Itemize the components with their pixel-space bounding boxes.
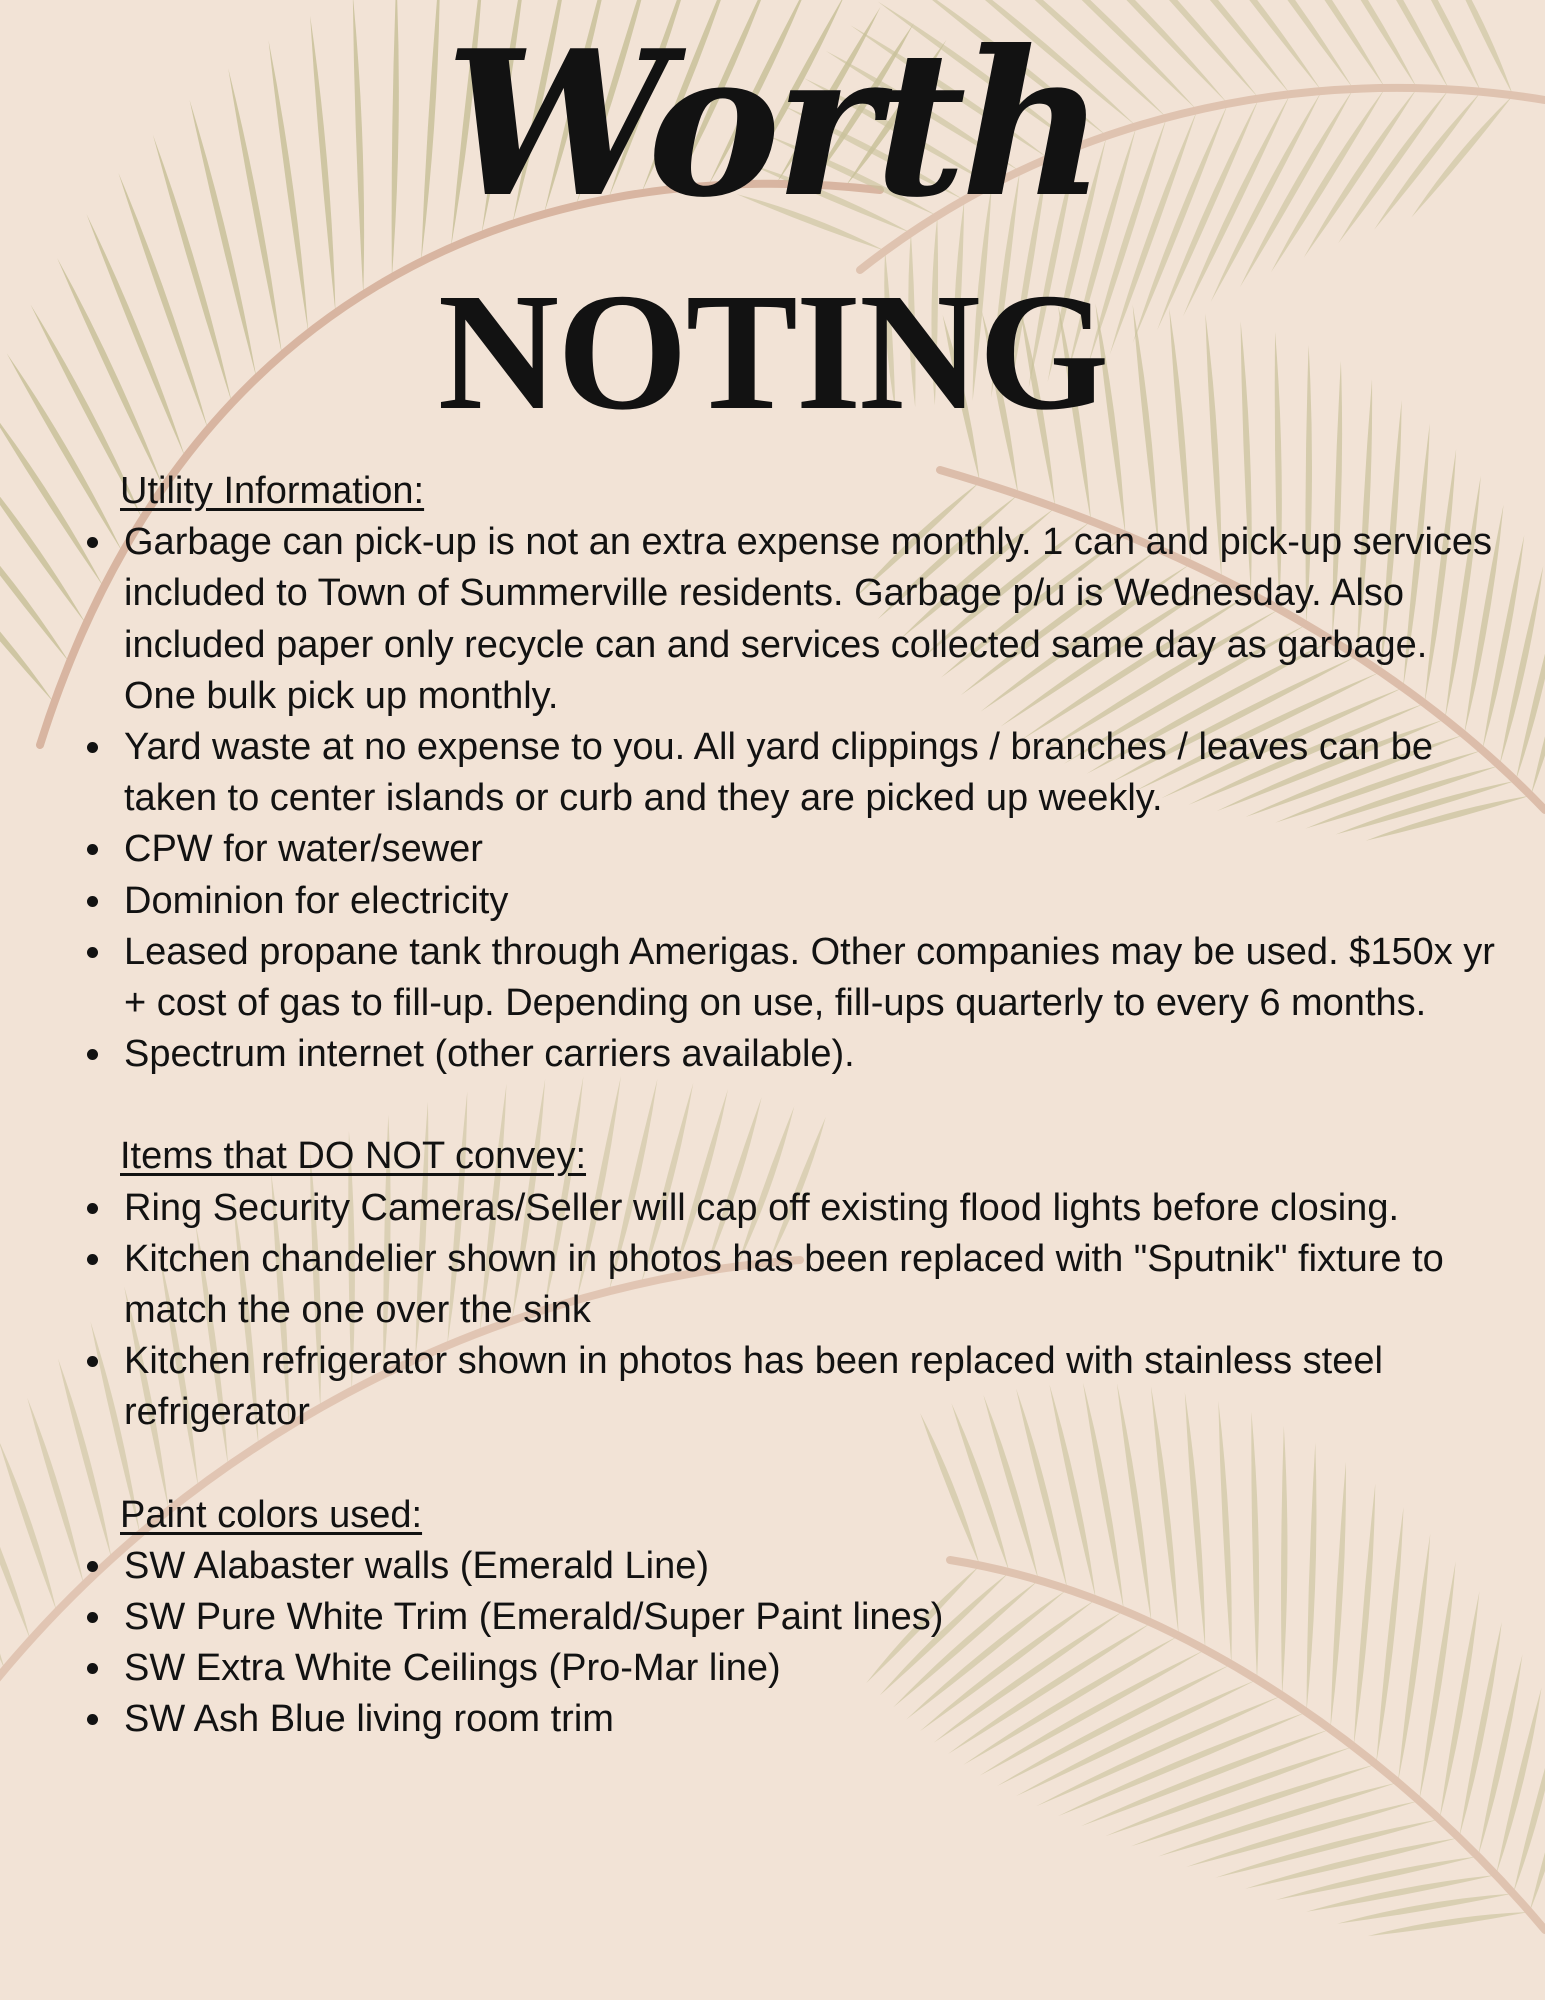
not-convey-list [78,1183,1498,1439]
utility-item-water-sewer: CPW for water/sewer [78,824,1498,875]
paint-item-ash-blue: SW Ash Blue living room trim [78,1694,1498,1745]
utility-list [78,517,1498,1080]
paint-item-alabaster: SW Alabaster walls (Emerald Line) [78,1541,1498,1592]
utility-item-electricity: Dominion for electricity [78,876,1498,927]
heading-items-not-convey: Items that DO NOT convey: [120,1135,587,1178]
title-noting: NOTING [437,259,1108,445]
not-convey-item-refrigerator: Kitchen refrigerator shown in photos has been replaced with stainless steel refrigerator [78,1336,1498,1438]
heading-utility-information: Utility Information: [120,470,425,512]
heading-paint-colors: Paint colors used: [120,1493,423,1536]
notes-content [78,466,1498,1746]
utility-item-garbage: Garbage can pick-up is not an extra expense monthly. 1 can and pick-up services included to Town of Summerville residents. Garbage p/u is Wednesday. Also included paper only recycle can and services collected same day as garbage. One bulk pick up monthly. [78,517,1498,722]
not-convey-item-chandelier: Kitchen chandelier shown in photos has been replaced with "Sputnik" fixture to match the one over the sink [78,1234,1498,1336]
paint-colors-list [78,1541,1498,1746]
not-convey-item-cameras: Ring Security Cameras/Seller will cap off existing flood lights before closing. [78,1183,1498,1234]
title-worth: Worth [445,7,1100,242]
paint-item-extra-white: SW Extra White Ceilings (Pro-Mar line) [78,1643,1498,1694]
utility-item-propane: Leased propane tank through Amerigas. Other companies may be used. $150x yr + cost of gas to fill-up. Depending on use, fill-ups quarterly to every 6 months. [78,927,1498,1029]
utility-item-yard-waste: Yard waste at no expense to you. All yard clippings / branches / leaves can be taken to center islands or curb and they are picked up weekly. [78,722,1498,824]
paint-item-pure-white: SW Pure White Trim (Emerald/Super Paint lines) [78,1592,1498,1643]
utility-item-internet: Spectrum internet (other carriers available). [78,1029,1498,1080]
